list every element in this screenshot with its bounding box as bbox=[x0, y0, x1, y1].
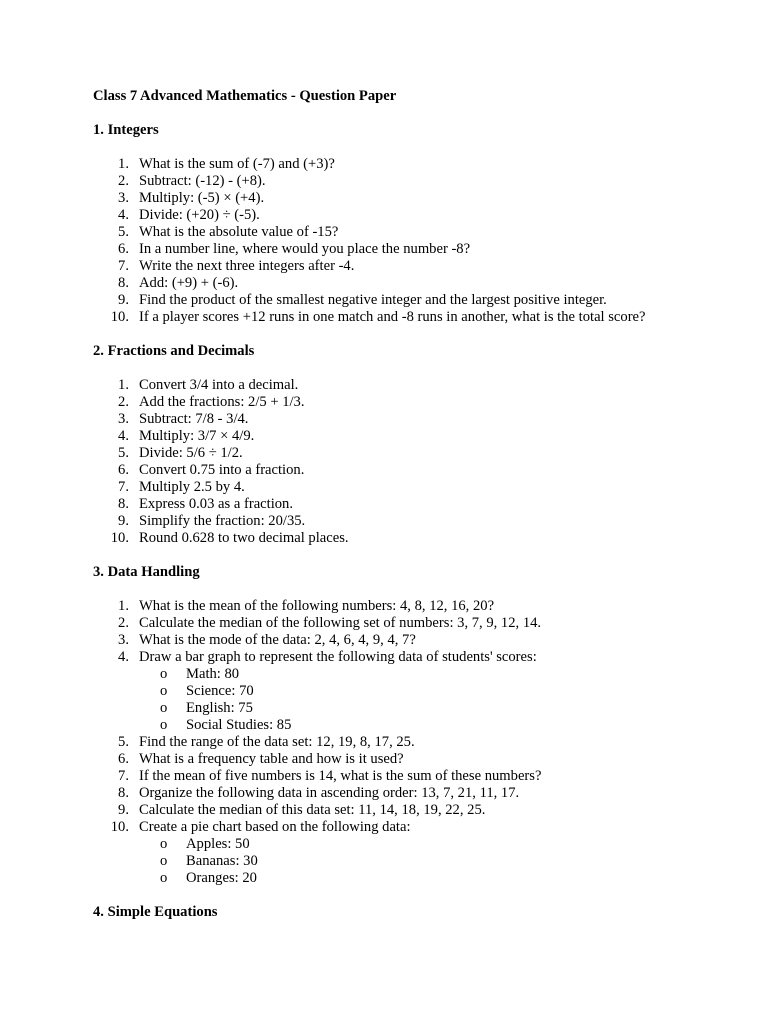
question-item bbox=[93, 513, 653, 530]
question-item bbox=[93, 309, 653, 326]
question-number: 7. bbox=[118, 258, 129, 274]
spacer bbox=[93, 547, 653, 564]
question-text: In a number line, where would you place the number -8? bbox=[139, 241, 471, 257]
bullet-icon: o bbox=[160, 853, 168, 869]
question-text: Organize the following data in ascending order: 13, 7, 21, 11, 17. bbox=[139, 785, 520, 801]
question-text: Convert 0.75 into a fraction. bbox=[139, 462, 305, 478]
sub-item-text: Social Studies: 85 bbox=[186, 717, 292, 733]
question-item bbox=[93, 649, 653, 734]
question-number: 10. bbox=[110, 309, 129, 325]
question-text: Divide: (+20) ÷ (-5). bbox=[139, 207, 260, 223]
question-number: 9. bbox=[118, 292, 129, 308]
question-text: What is a frequency table and how is it used? bbox=[139, 751, 404, 767]
question-item bbox=[93, 377, 653, 394]
question-text: Simplify the fraction: 20/35. bbox=[139, 513, 306, 529]
question-item bbox=[93, 156, 653, 173]
bullet-icon: o bbox=[160, 700, 168, 716]
question-item bbox=[93, 785, 653, 802]
question-text: Write the next three integers after -4. bbox=[139, 258, 355, 274]
question-item bbox=[93, 411, 653, 428]
question-number: 4. bbox=[118, 207, 129, 223]
question-item bbox=[93, 819, 653, 887]
section-heading-fractions-and-decimals: 2. Fractions and Decimals bbox=[93, 343, 255, 359]
question-number: 3. bbox=[118, 190, 129, 206]
question-item bbox=[93, 275, 653, 292]
question-number: 10. bbox=[110, 819, 129, 835]
question-text: Add: (+9) + (-6). bbox=[139, 275, 239, 291]
sub-item-text: Bananas: 30 bbox=[186, 853, 258, 869]
question-number: 8. bbox=[118, 785, 129, 801]
spacer bbox=[93, 139, 653, 156]
question-list bbox=[93, 598, 653, 887]
sub-item-text: Oranges: 20 bbox=[186, 870, 257, 886]
question-number: 9. bbox=[118, 802, 129, 818]
sub-list-item bbox=[139, 700, 653, 717]
question-list bbox=[93, 156, 653, 326]
question-text: What is the sum of (-7) and (+3)? bbox=[139, 156, 335, 172]
question-number: 5. bbox=[118, 734, 129, 750]
question-item bbox=[93, 632, 653, 649]
question-item bbox=[93, 190, 653, 207]
bullet-icon: o bbox=[160, 666, 168, 682]
section-heading-simple-equations: 4. Simple Equations bbox=[93, 904, 218, 920]
question-text: What is the mode of the data: 2, 4, 6, 4, 9, 4, 7? bbox=[139, 632, 416, 648]
question-text: Draw a bar graph to represent the following data of students' scores: bbox=[139, 649, 537, 665]
question-number: 2. bbox=[118, 615, 129, 631]
question-text: Express 0.03 as a fraction. bbox=[139, 496, 293, 512]
question-number: 4. bbox=[118, 428, 129, 444]
question-number: 7. bbox=[118, 768, 129, 784]
sub-list-item bbox=[139, 666, 653, 683]
sub-list-item bbox=[139, 683, 653, 700]
question-text: If the mean of five numbers is 14, what is the sum of these numbers? bbox=[139, 768, 542, 784]
question-text: Find the product of the smallest negative integer and the largest positive integer. bbox=[139, 292, 607, 308]
question-item bbox=[93, 462, 653, 479]
sub-item-text: English: 75 bbox=[186, 700, 253, 716]
question-number: 6. bbox=[118, 462, 129, 478]
question-item bbox=[93, 445, 653, 462]
question-number: 9. bbox=[118, 513, 129, 529]
question-item bbox=[93, 241, 653, 258]
spacer bbox=[93, 105, 653, 122]
sub-item-text: Apples: 50 bbox=[186, 836, 250, 852]
question-number: 6. bbox=[118, 751, 129, 767]
question-item bbox=[93, 258, 653, 275]
question-item bbox=[93, 292, 653, 309]
question-text: What is the absolute value of -15? bbox=[139, 224, 339, 240]
section-heading-data-handling: 3. Data Handling bbox=[93, 564, 200, 580]
question-item bbox=[93, 598, 653, 615]
question-number: 2. bbox=[118, 173, 129, 189]
question-item bbox=[93, 768, 653, 785]
spacer bbox=[93, 326, 653, 343]
question-text: Multiply 2.5 by 4. bbox=[139, 479, 245, 495]
sub-item-text: Science: 70 bbox=[186, 683, 254, 699]
question-item bbox=[93, 394, 653, 411]
question-text: Convert 3/4 into a decimal. bbox=[139, 377, 299, 393]
page-title: Class 7 Advanced Mathematics - Question Paper bbox=[93, 88, 397, 104]
question-number: 1. bbox=[118, 377, 129, 393]
question-item bbox=[93, 207, 653, 224]
question-item bbox=[93, 734, 653, 751]
spacer bbox=[93, 581, 653, 598]
section-heading-integers: 1. Integers bbox=[93, 122, 159, 138]
question-text: What is the mean of the following numbers: 4, 8, 12, 16, 20? bbox=[139, 598, 495, 614]
sub-item-list bbox=[139, 836, 653, 887]
question-number: 5. bbox=[118, 224, 129, 240]
sub-list-item bbox=[139, 870, 653, 887]
question-number: 4. bbox=[118, 649, 129, 665]
bullet-icon: o bbox=[160, 836, 168, 852]
sub-list-item bbox=[139, 717, 653, 734]
question-item bbox=[93, 615, 653, 632]
question-paper bbox=[93, 88, 653, 921]
question-text: Calculate the median of this data set: 11, 14, 18, 19, 22, 25. bbox=[139, 802, 486, 818]
bullet-icon: o bbox=[160, 683, 168, 699]
bullet-icon: o bbox=[160, 870, 168, 886]
question-item bbox=[93, 173, 653, 190]
question-number: 1. bbox=[118, 156, 129, 172]
question-list bbox=[93, 377, 653, 547]
question-number: 6. bbox=[118, 241, 129, 257]
question-number: 8. bbox=[118, 496, 129, 512]
question-text: Add the fractions: 2/5 + 1/3. bbox=[139, 394, 305, 410]
question-text: Subtract: (-12) - (+8). bbox=[139, 173, 266, 189]
question-item bbox=[93, 802, 653, 819]
question-number: 3. bbox=[118, 411, 129, 427]
sub-list-item bbox=[139, 836, 653, 853]
question-text: Subtract: 7/8 - 3/4. bbox=[139, 411, 249, 427]
question-number: 3. bbox=[118, 632, 129, 648]
question-number: 5. bbox=[118, 445, 129, 461]
question-item bbox=[93, 479, 653, 496]
question-number: 8. bbox=[118, 275, 129, 291]
sub-item-text: Math: 80 bbox=[186, 666, 240, 682]
spacer bbox=[93, 887, 653, 904]
question-item bbox=[93, 530, 653, 547]
question-item bbox=[93, 496, 653, 513]
question-item bbox=[93, 751, 653, 768]
question-number: 7. bbox=[118, 479, 129, 495]
question-text: Divide: 5/6 ÷ 1/2. bbox=[139, 445, 243, 461]
sections-container bbox=[93, 105, 653, 921]
sub-list-item bbox=[139, 853, 653, 870]
bullet-icon: o bbox=[160, 717, 168, 733]
question-item bbox=[93, 224, 653, 241]
question-item bbox=[93, 428, 653, 445]
question-text: Round 0.628 to two decimal places. bbox=[139, 530, 349, 546]
question-number: 1. bbox=[118, 598, 129, 614]
question-text: If a player scores +12 runs in one match and -8 runs in another, what is the total score? bbox=[139, 309, 646, 325]
question-text: Multiply: (-5) × (+4). bbox=[139, 190, 265, 206]
question-text: Multiply: 3/7 × 4/9. bbox=[139, 428, 255, 444]
question-number: 2. bbox=[118, 394, 129, 410]
question-text: Create a pie chart based on the following data: bbox=[139, 819, 411, 835]
question-text: Calculate the median of the following set of numbers: 3, 7, 9, 12, 14. bbox=[139, 615, 542, 631]
spacer bbox=[93, 360, 653, 377]
question-number: 10. bbox=[110, 530, 129, 546]
question-text: Find the range of the data set: 12, 19, 8, 17, 25. bbox=[139, 734, 415, 750]
sub-item-list bbox=[139, 666, 653, 734]
